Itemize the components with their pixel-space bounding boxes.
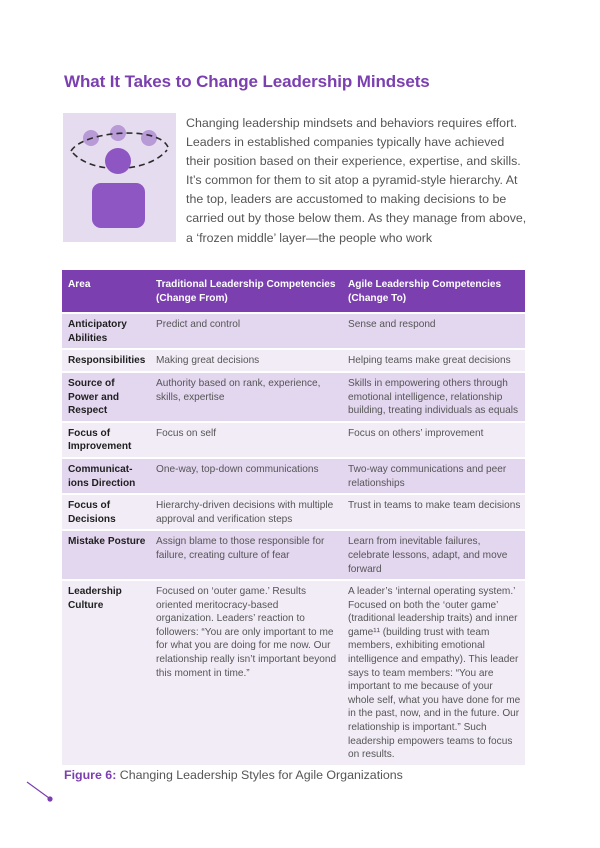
leadership-competencies-table xyxy=(62,268,525,767)
corner-line-dot-icon xyxy=(26,780,56,809)
row-area: Source of Power and Respect xyxy=(62,373,150,421)
row-to: Learn from inevitable failures, celebrate lessons, adapt, and move forward xyxy=(342,531,525,579)
intro-paragraph: Changing leadership mindsets and behaviors requires effort. Leaders in established companies typically have achieved their position based on their experience, expertise, and skills. It’s common for them to sit atop a pyramid-style hierarchy. At the top, leaders are accustomed to making decisions to be carried out by those below them. As they manage from above, a ‘frozen middle’ layer—the people who work xyxy=(186,116,527,245)
row-to: Two-way communications and peer relationships xyxy=(342,459,525,493)
table-row xyxy=(62,531,525,579)
table-row xyxy=(62,314,525,348)
row-to: Trust in teams to make team decisions xyxy=(342,495,525,529)
table-row xyxy=(62,495,525,529)
figure-caption-text: Changing Leadership Styles for Agile Organizations xyxy=(119,768,403,782)
row-from: Focused on ‘outer game.’ Results oriented meritocracy-based organization. Leaders’ reaction to followers: “You are only important to me for what you are doing for me now. Our relationship really isn’t important beyond this moment in time.” xyxy=(150,581,342,765)
row-area: Communicat-ions Direction xyxy=(62,459,150,493)
header-agile: Agile Leadership Competencies (Change To) xyxy=(342,270,525,312)
table-row xyxy=(62,350,525,371)
header-traditional: Traditional Leadership Competencies (Change From) xyxy=(150,270,342,312)
row-to: Helping teams make great decisions xyxy=(342,350,525,371)
row-area: Anticipatory Abilities xyxy=(62,314,150,348)
figure-label: Figure 6: xyxy=(64,768,117,782)
row-area: Leadership Culture xyxy=(62,581,150,765)
row-to: Skills in empowering others through emotional intelligence, relationship building, treating individuals as equals xyxy=(342,373,525,421)
row-area: Responsibilities xyxy=(62,350,150,371)
table-row xyxy=(62,423,525,457)
row-from: Hierarchy-driven decisions with multiple approval and verification steps xyxy=(150,495,342,529)
table-row xyxy=(62,373,525,421)
row-from: Making great decisions xyxy=(150,350,342,371)
table-row xyxy=(62,459,525,493)
row-from: Focus on self xyxy=(150,423,342,457)
table-header-row xyxy=(62,270,525,312)
row-from: One-way, top-down communications xyxy=(150,459,342,493)
row-area: Mistake Posture xyxy=(62,531,150,579)
row-to: Focus on others’ improvement xyxy=(342,423,525,457)
row-area: Focus of Improvement xyxy=(62,423,150,457)
table-row xyxy=(62,581,525,765)
leader-with-team-icon xyxy=(63,113,176,242)
row-from: Predict and control xyxy=(150,314,342,348)
row-from: Authority based on rank, experience, skills, expertise xyxy=(150,373,342,421)
row-to: A leader’s ‘internal operating system.’ Focused on both the ‘outer game’ (traditional leadership traits) and inner game¹¹ (building trust with team members, exhibiting emotional intelligence and empathy). This leader says to team members: “You are important to me because of your whole self, what you have done for me in the past, now, and in the future. Our relationship is important.” Such leadership empowers teams to focus on results. xyxy=(342,581,525,765)
row-to: Sense and respond xyxy=(342,314,525,348)
figure-caption xyxy=(64,768,403,782)
page-title: What It Takes to Change Leadership Mindsets xyxy=(64,72,430,91)
row-area: Focus of Decisions xyxy=(62,495,150,529)
row-from: Assign blame to those responsible for failure, creating culture of fear xyxy=(150,531,342,579)
header-area: Area xyxy=(62,270,150,312)
